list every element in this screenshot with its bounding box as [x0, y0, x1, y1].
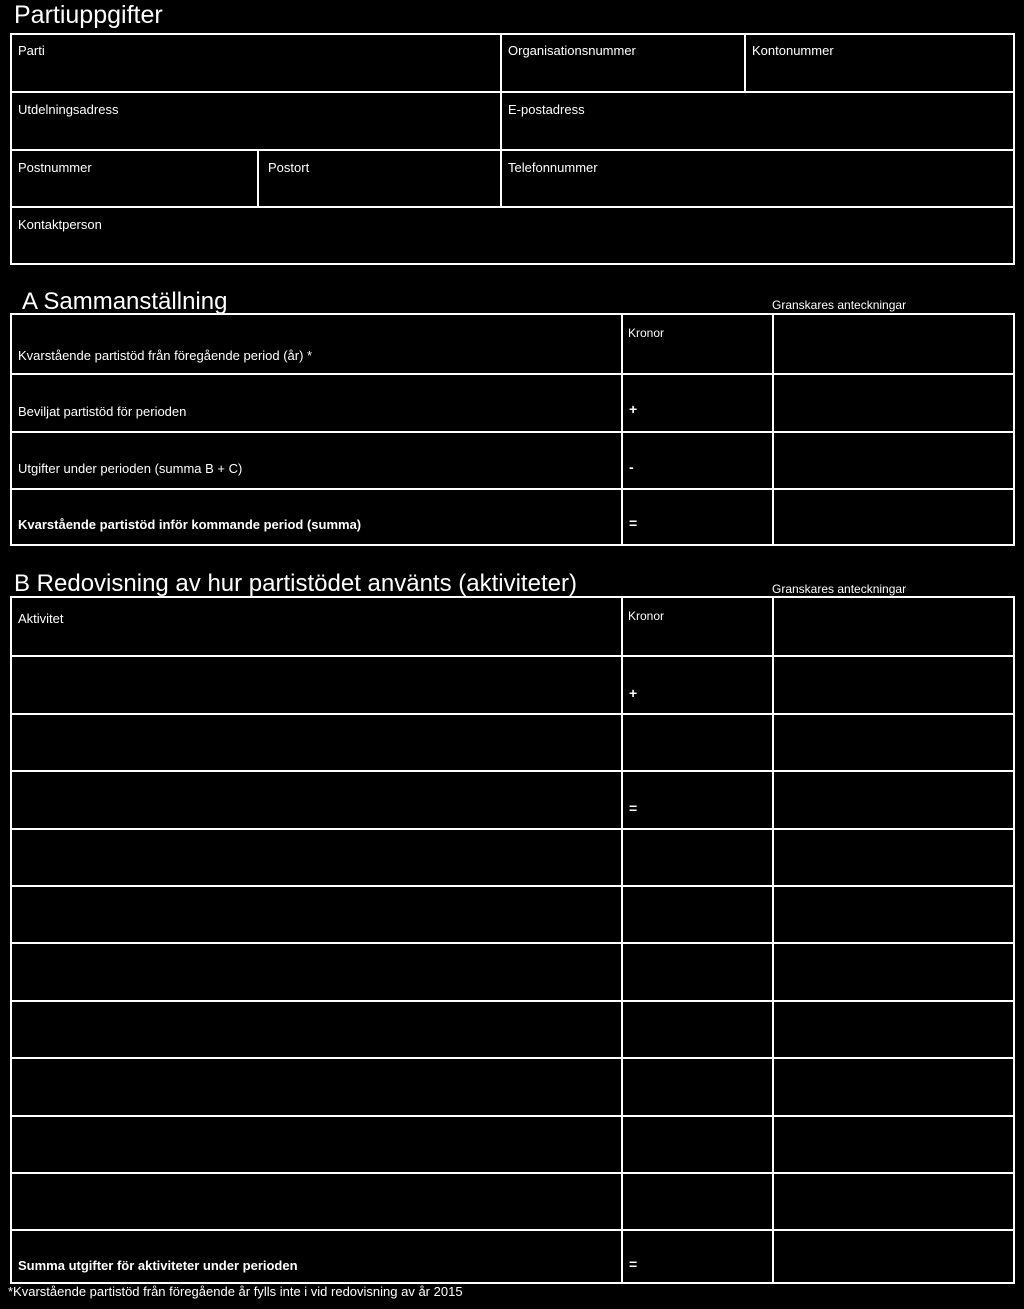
summary-row-amount[interactable] — [623, 375, 772, 431]
activity-name-cell[interactable] — [12, 657, 621, 712]
activity-header: Aktivitet — [18, 611, 64, 626]
city-label: Postort — [268, 160, 310, 175]
summary-row-amount[interactable] — [623, 433, 772, 488]
reviewer-notes-cell[interactable] — [774, 715, 1013, 770]
activity-name-cell[interactable] — [12, 600, 621, 655]
reviewer-notes-cell[interactable] — [774, 490, 1013, 544]
kronor-header: Kronor — [628, 326, 665, 340]
account-number-field[interactable] — [746, 35, 1013, 91]
activity-name-cell[interactable] — [12, 1117, 621, 1172]
section-a-reviewer-notes-label: Granskares anteckningar — [772, 298, 907, 312]
equals-operator: = — [629, 515, 638, 531]
activity-name-cell[interactable] — [12, 1059, 621, 1114]
reviewer-notes-cell[interactable] — [774, 830, 1013, 885]
postal-code-label: Postnummer — [18, 160, 92, 175]
plus-operator: + — [629, 401, 638, 417]
summary-total-label: Kvarstående partistöd inför kommande period (summa) — [18, 517, 362, 532]
party-info-table — [10, 33, 1015, 265]
activity-amount-cell[interactable] — [623, 600, 772, 655]
reviewer-notes-cell[interactable] — [774, 1002, 1013, 1057]
summary-row-label: Utgifter under perioden (summa B + C) — [18, 461, 243, 476]
kronor-header: Kronor — [628, 609, 665, 623]
reviewer-notes-cell[interactable] — [774, 944, 1013, 999]
org-number-field[interactable] — [502, 35, 744, 91]
reviewer-notes-cell[interactable] — [774, 1059, 1013, 1114]
postal-code-field[interactable] — [12, 151, 257, 206]
party-field[interactable] — [12, 35, 500, 91]
activity-amount-cell[interactable] — [623, 1117, 772, 1172]
activity-name-cell[interactable] — [12, 887, 621, 942]
activity-name-cell[interactable] — [12, 1002, 621, 1057]
activity-amount-cell[interactable] — [623, 887, 772, 942]
reviewer-notes-cell[interactable] — [774, 772, 1013, 827]
address-field[interactable] — [12, 93, 500, 149]
equals-operator: = — [629, 1256, 638, 1272]
footnote: *Kvarstående partistöd från föregående år fylls inte i vid redovisning av år 2015 — [8, 1284, 463, 1299]
activity-amount-cell[interactable] — [623, 830, 772, 885]
reviewer-notes-cell[interactable] — [774, 1174, 1013, 1229]
summary-row-label: Kvarstående partistöd från föregående period (år) * — [18, 348, 313, 363]
party-label: Parti — [18, 43, 45, 58]
activity-name-cell[interactable] — [12, 772, 621, 827]
city-field[interactable] — [259, 151, 500, 206]
section-b-heading: B Redovisning av hur partistödet använts (aktiviteter) — [14, 570, 577, 597]
activity-name-cell[interactable] — [12, 1174, 621, 1229]
activity-name-cell[interactable] — [12, 944, 621, 999]
summary-total-amount[interactable] — [623, 490, 772, 544]
summary-table — [10, 313, 1015, 546]
reviewer-notes-cell[interactable] — [774, 1230, 1013, 1282]
phone-label: Telefonnummer — [508, 160, 598, 175]
reviewer-notes-cell[interactable] — [774, 1117, 1013, 1172]
activity-amount-cell[interactable] — [623, 657, 772, 712]
activities-sum-label: Summa utgifter för aktiviteter under perioden — [18, 1258, 298, 1273]
contact-person-label: Kontaktperson — [18, 217, 102, 232]
minus-operator: - — [629, 459, 634, 475]
reviewer-notes-cell[interactable] — [774, 887, 1013, 942]
party-section-heading: Partiuppgifter — [14, 1, 163, 29]
summary-row-label: Beviljat partistöd för perioden — [18, 404, 187, 419]
reviewer-notes-cell[interactable] — [774, 657, 1013, 712]
section-b-reviewer-notes-label: Granskares anteckningar — [772, 582, 907, 596]
section-a-heading: A Sammanställning — [22, 288, 228, 315]
activity-name-cell[interactable] — [12, 715, 621, 770]
activity-amount-cell[interactable] — [623, 1002, 772, 1057]
equals-operator: = — [629, 800, 638, 817]
activity-name-cell[interactable] — [12, 830, 621, 885]
reviewer-notes-cell[interactable] — [774, 375, 1013, 431]
address-label: Utdelningsadress — [18, 102, 119, 117]
reviewer-notes-cell[interactable] — [774, 433, 1013, 488]
activity-amount-cell[interactable] — [623, 944, 772, 999]
reviewer-notes-cell[interactable] — [774, 600, 1013, 655]
email-field[interactable] — [502, 93, 1013, 149]
activity-amount-cell[interactable] — [623, 772, 772, 827]
contact-person-field[interactable] — [12, 208, 1013, 263]
activity-amount-cell[interactable] — [623, 1174, 772, 1229]
email-label: E-postadress — [508, 102, 585, 117]
org-number-label: Organisationsnummer — [508, 43, 636, 58]
activity-amount-cell[interactable] — [623, 1059, 772, 1114]
plus-operator: + — [629, 685, 638, 702]
phone-field[interactable] — [502, 151, 1013, 206]
summary-row-amount[interactable] — [623, 315, 772, 373]
activities-table — [10, 596, 1015, 1284]
reviewer-notes-cell[interactable] — [774, 315, 1013, 373]
activity-amount-cell[interactable] — [623, 715, 772, 770]
account-number-label: Kontonummer — [752, 43, 834, 58]
activities-sum-amount[interactable] — [623, 1230, 772, 1282]
